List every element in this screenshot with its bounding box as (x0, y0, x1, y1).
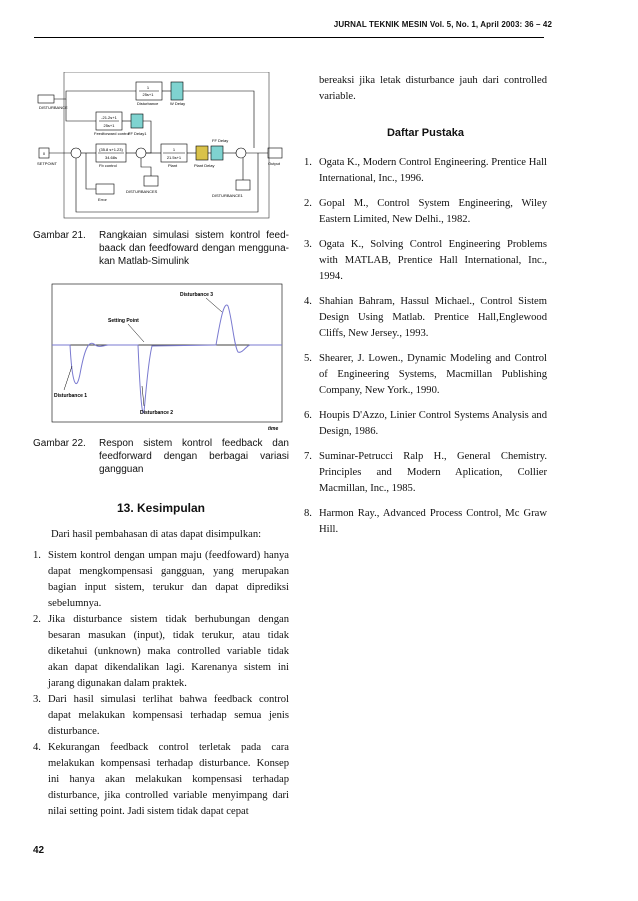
reference-text: Suminar-Petrucci Ralp H., General Chemistry. Principles and Modern Aplication, Collier Macmillan, Inc., 1985. (319, 451, 547, 494)
output-block (268, 148, 282, 158)
annotation-setting-point: Setting Point (108, 318, 139, 324)
figure21-caption-text: Rangkaian simulasi sistem kontrol feed-baack dan feedfoward dengan mengguna-kan Matlab-Simulink (99, 230, 289, 267)
svg-text:Disturbance: Disturbance (137, 101, 159, 106)
annotation-disturbance-3: Disturbance 3 (180, 292, 214, 298)
svg-text:SETPOINT: SETPOINT (37, 161, 58, 166)
response-plot (36, 282, 290, 432)
svg-text:DISTURBANCE1: DISTURBANCE1 (212, 193, 243, 198)
references-list (304, 155, 547, 538)
reference-item (304, 408, 547, 440)
header-rule (34, 37, 544, 38)
reference-item (304, 351, 547, 399)
svg-text:DISTURBANCES: DISTURBANCES (126, 189, 158, 194)
time-axis-label: time (268, 426, 279, 432)
conclusion-number: 3. (33, 694, 41, 705)
continuation-text: bereaksi jika letak disturbance jauh dari controlled variable. (319, 75, 547, 102)
svg-text:25s+1: 25s+1 (103, 123, 115, 128)
svg-text:Fb control: Fb control (99, 163, 117, 168)
reference-text: Ogata K., Solving Control Engineering Problems with MATLAB, Prentice Hall International, Inc., 1994. (319, 239, 547, 282)
conclusion-number: 2. (33, 614, 41, 625)
conclusion-intro: Dari hasil pembahasan di atas dapat disimpulkan: (51, 529, 262, 540)
reference-number: 5. (304, 353, 312, 364)
svg-text:1: 1 (172, 147, 176, 152)
svg-text:Output: Output (268, 161, 281, 166)
figure22-caption (33, 437, 289, 476)
conclusion-text: Dari hasil simulasi terlihat bahwa feedback control dapat melakukan kompensasi terhadap semua jenis disturbance. (48, 694, 289, 737)
sum-junction-2 (136, 148, 146, 158)
svg-text:Plant: Plant (168, 163, 178, 168)
figure21-caption (33, 229, 289, 268)
conclusion-text: Sistem kontrol dengan umpan maju (feedfoward) hanya dapat mengkompensasi gangguan, yang merupakan bagian input sistem, terukur dan dapat diprediksi sebelumnya. (48, 550, 289, 609)
conclusion-item (33, 692, 289, 740)
svg-text:0: 0 (42, 151, 46, 156)
reference-number: 7. (304, 451, 312, 462)
svg-text:W Delay: W Delay (170, 101, 186, 106)
disturbance-source (38, 95, 54, 103)
section-title-kesimpulan: 13. Kesimpulan (116, 501, 206, 515)
svg-text:FF Delay: FF Delay (212, 138, 229, 143)
conclusion-item (33, 612, 289, 692)
reference-number: 3. (304, 239, 312, 250)
conclusion-item (33, 740, 289, 820)
reference-text: Shahian Bahram, Hassul Michael., Control Sistem Design Using Matlab. Prentice Hall,Englewood Cliffs, New Jersey., 1993. (319, 296, 547, 339)
svg-text:25s+1: 25s+1 (142, 92, 154, 97)
reference-item (304, 506, 547, 538)
reference-text: Shearer, J. Lowen., Dynamic Modeling and Control of Engineering Systems, Macmillan Publishing Company, New York., 1990. (319, 353, 547, 396)
svg-text:Plant Delay: Plant Delay (194, 163, 215, 168)
error-block (96, 184, 114, 194)
annotation-disturbance-2: Disturbance 2 (140, 410, 174, 416)
conclusion-list (33, 548, 289, 820)
disturbance-delay-block (171, 82, 183, 100)
reference-text: Harmon Ray., Advanced Process Control, Mc Graw Hill. (319, 508, 547, 535)
svg-text:21.5s+1: 21.5s+1 (166, 155, 182, 160)
reference-item (304, 237, 547, 285)
simulink-diagram (36, 72, 291, 220)
svg-text:34.68s: 34.68s (104, 155, 118, 160)
reference-number: 1. (304, 157, 312, 168)
conclusion-column (33, 527, 289, 820)
svg-text:FF Delay1: FF Delay1 (128, 131, 147, 136)
reference-item (304, 155, 547, 187)
reference-number: 6. (304, 410, 312, 421)
disturbance1-block (236, 180, 250, 190)
annotation-disturbance-1: Disturbance 1 (54, 393, 88, 399)
svg-text:-21.2s+1: -21.2s+1 (101, 115, 117, 120)
reference-number: 4. (304, 296, 312, 307)
conclusion-number: 1. (33, 550, 41, 561)
journal-header: JURNAL TEKNIK MESIN Vol. 5, No. 1, April 2003: 36 – 42 (333, 20, 552, 29)
sum-junction-1 (71, 148, 81, 158)
conclusion-number: 4. (33, 742, 41, 753)
ff-delay1-block (131, 114, 143, 128)
figure22-caption-text: Respon sistem kontrol feedback dan feedforward dengan berbagai variasi gangguan (99, 438, 289, 475)
reference-text: Gopal M., Control System Engineering, Wiley Eastern Limited, New Delhi., 1982. (319, 198, 547, 225)
reference-number: 2. (304, 198, 312, 209)
reference-text: Ogata K., Modern Control Engineering. Prentice Hall International, Inc., 1996. (319, 157, 547, 184)
svg-text:(35.8 s+1.23): (35.8 s+1.23) (99, 147, 123, 152)
conclusion-text: Kekurangan feedback control terletak pada cara melakukan kompensasi terhadap disturbance. Konsep ini hanya akan melakukan kompensasi terhadap disturbance, jika controlled variable menyimpang dari nilai setting point. Jadi sistem tidak dapat cepat (48, 742, 289, 817)
reference-item (304, 196, 547, 228)
references-title: Daftar Pustaka (386, 127, 465, 139)
right-column (304, 73, 547, 547)
ff-delay-block (211, 146, 223, 160)
conclusion-text: Jika disturbance sistem tidak berhubungan dengan besaran masukan (input), tidak terukur, atau tidak diketahui (unknown) maka controlled variable tidak akan dapat dikendalikan lagi. Karenanya sistem ini jarang digunakan dalam praktek. (48, 614, 289, 689)
sum-junction-3 (236, 148, 246, 158)
svg-text:Feedforward control: Feedforward control (94, 131, 130, 136)
disturbance-in-label: DISTURBANCE (39, 105, 68, 110)
disturbances-block (144, 176, 158, 186)
conclusion-item (33, 548, 289, 612)
reference-item (304, 449, 547, 497)
reference-number: 8. (304, 508, 312, 519)
reference-item (304, 294, 547, 342)
svg-text:1: 1 (146, 85, 150, 90)
plant-delay-block (196, 146, 208, 160)
page-number: 42 (33, 845, 45, 856)
figure22-label: Gambar 22. (33, 438, 86, 449)
figure21-label: Gambar 21. (33, 230, 86, 241)
reference-text: Houpis D'Azzo, Linier Control Systems Analysis and Design, 1986. (319, 410, 547, 437)
svg-text:Error: Error (98, 197, 107, 202)
